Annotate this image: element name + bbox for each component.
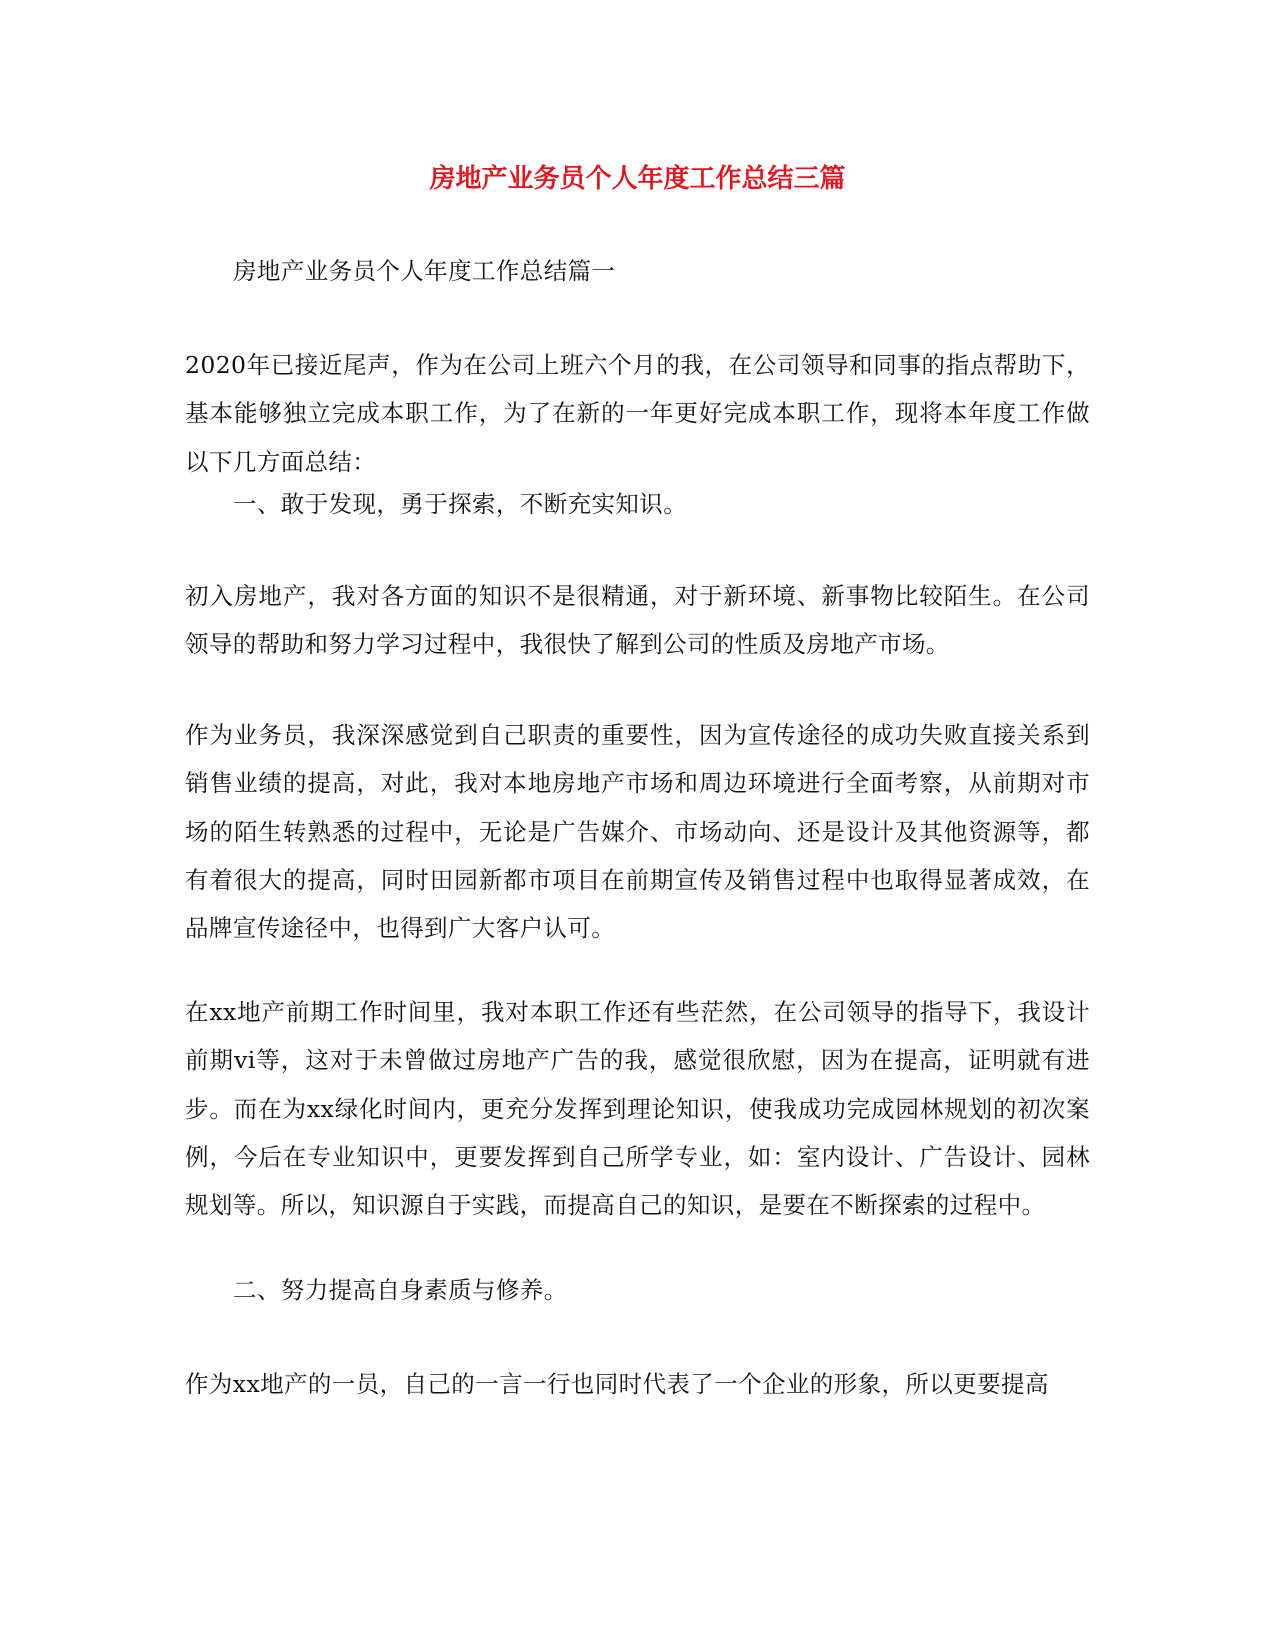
section-heading-part-one: 房地产业务员个人年度工作总结篇一 (233, 257, 616, 285)
document-title: 房地产业务员个人年度工作总结三篇 (429, 164, 846, 194)
subheading-one: 一、敢于发现，勇于探索，不断充实知识。 (233, 490, 688, 518)
paragraph-early-work: 在xx地产前期工作时间里，我对本职工作还有些茫然，在公司领导的指导下，我设计前期vi等，这对于未曾做过房地产广告的我，感觉很欣慰，因为在提高，证明就有进步。而在为xx绿化时间内，更充分发挥到理论知识，使我成功完成园林规划的初次案例，今后在专业知识中，更要发挥到自己所学专业，如：室内设计、广告设计、园林规划等。所以，知识源自于实践，而提高自己的知识，是要在不断探索的过程中。 (185, 998, 1090, 1220)
paragraph-new-to-real-estate: 初入房地产，我对各方面的知识不是很精通，对于新环境、新事物比较陌生。在公司领导的帮助和努力学习过程中，我很快了解到公司的性质及房地产市场。 (185, 582, 1090, 659)
paragraph-intro: 2020年已接近尾声，作为在公司上班六个月的我，在公司领导和同事的指点帮助下，基本能够独立完成本职工作，为了在新的一年更好完成本职工作，现将本年度工作做以下几方面总结： (185, 351, 1090, 476)
paragraph-salesperson-role: 作为业务员，我深深感觉到自己职责的重要性，因为宣传途径的成功失败直接关系到销售业绩的提高，对此，我对本地房地产市场和周边环境进行全面考察，从前期对市场的陌生转熟悉的过程中，无论是广告媒介、市场动向、还是设计及其他资源等，都有着很大的提高，同时田园新都市项目在前期宣传及销售过程中也取得显著成效，在品牌宣传途径中，也得到广大客户认可。 (185, 721, 1090, 943)
subheading-two: 二、努力提高自身素质与修养。 (233, 1276, 568, 1304)
paragraph-company-image: 作为xx地产的一员，自己的一言一行也同时代表了一个企业的形象，所以更要提高 (185, 1370, 1049, 1398)
